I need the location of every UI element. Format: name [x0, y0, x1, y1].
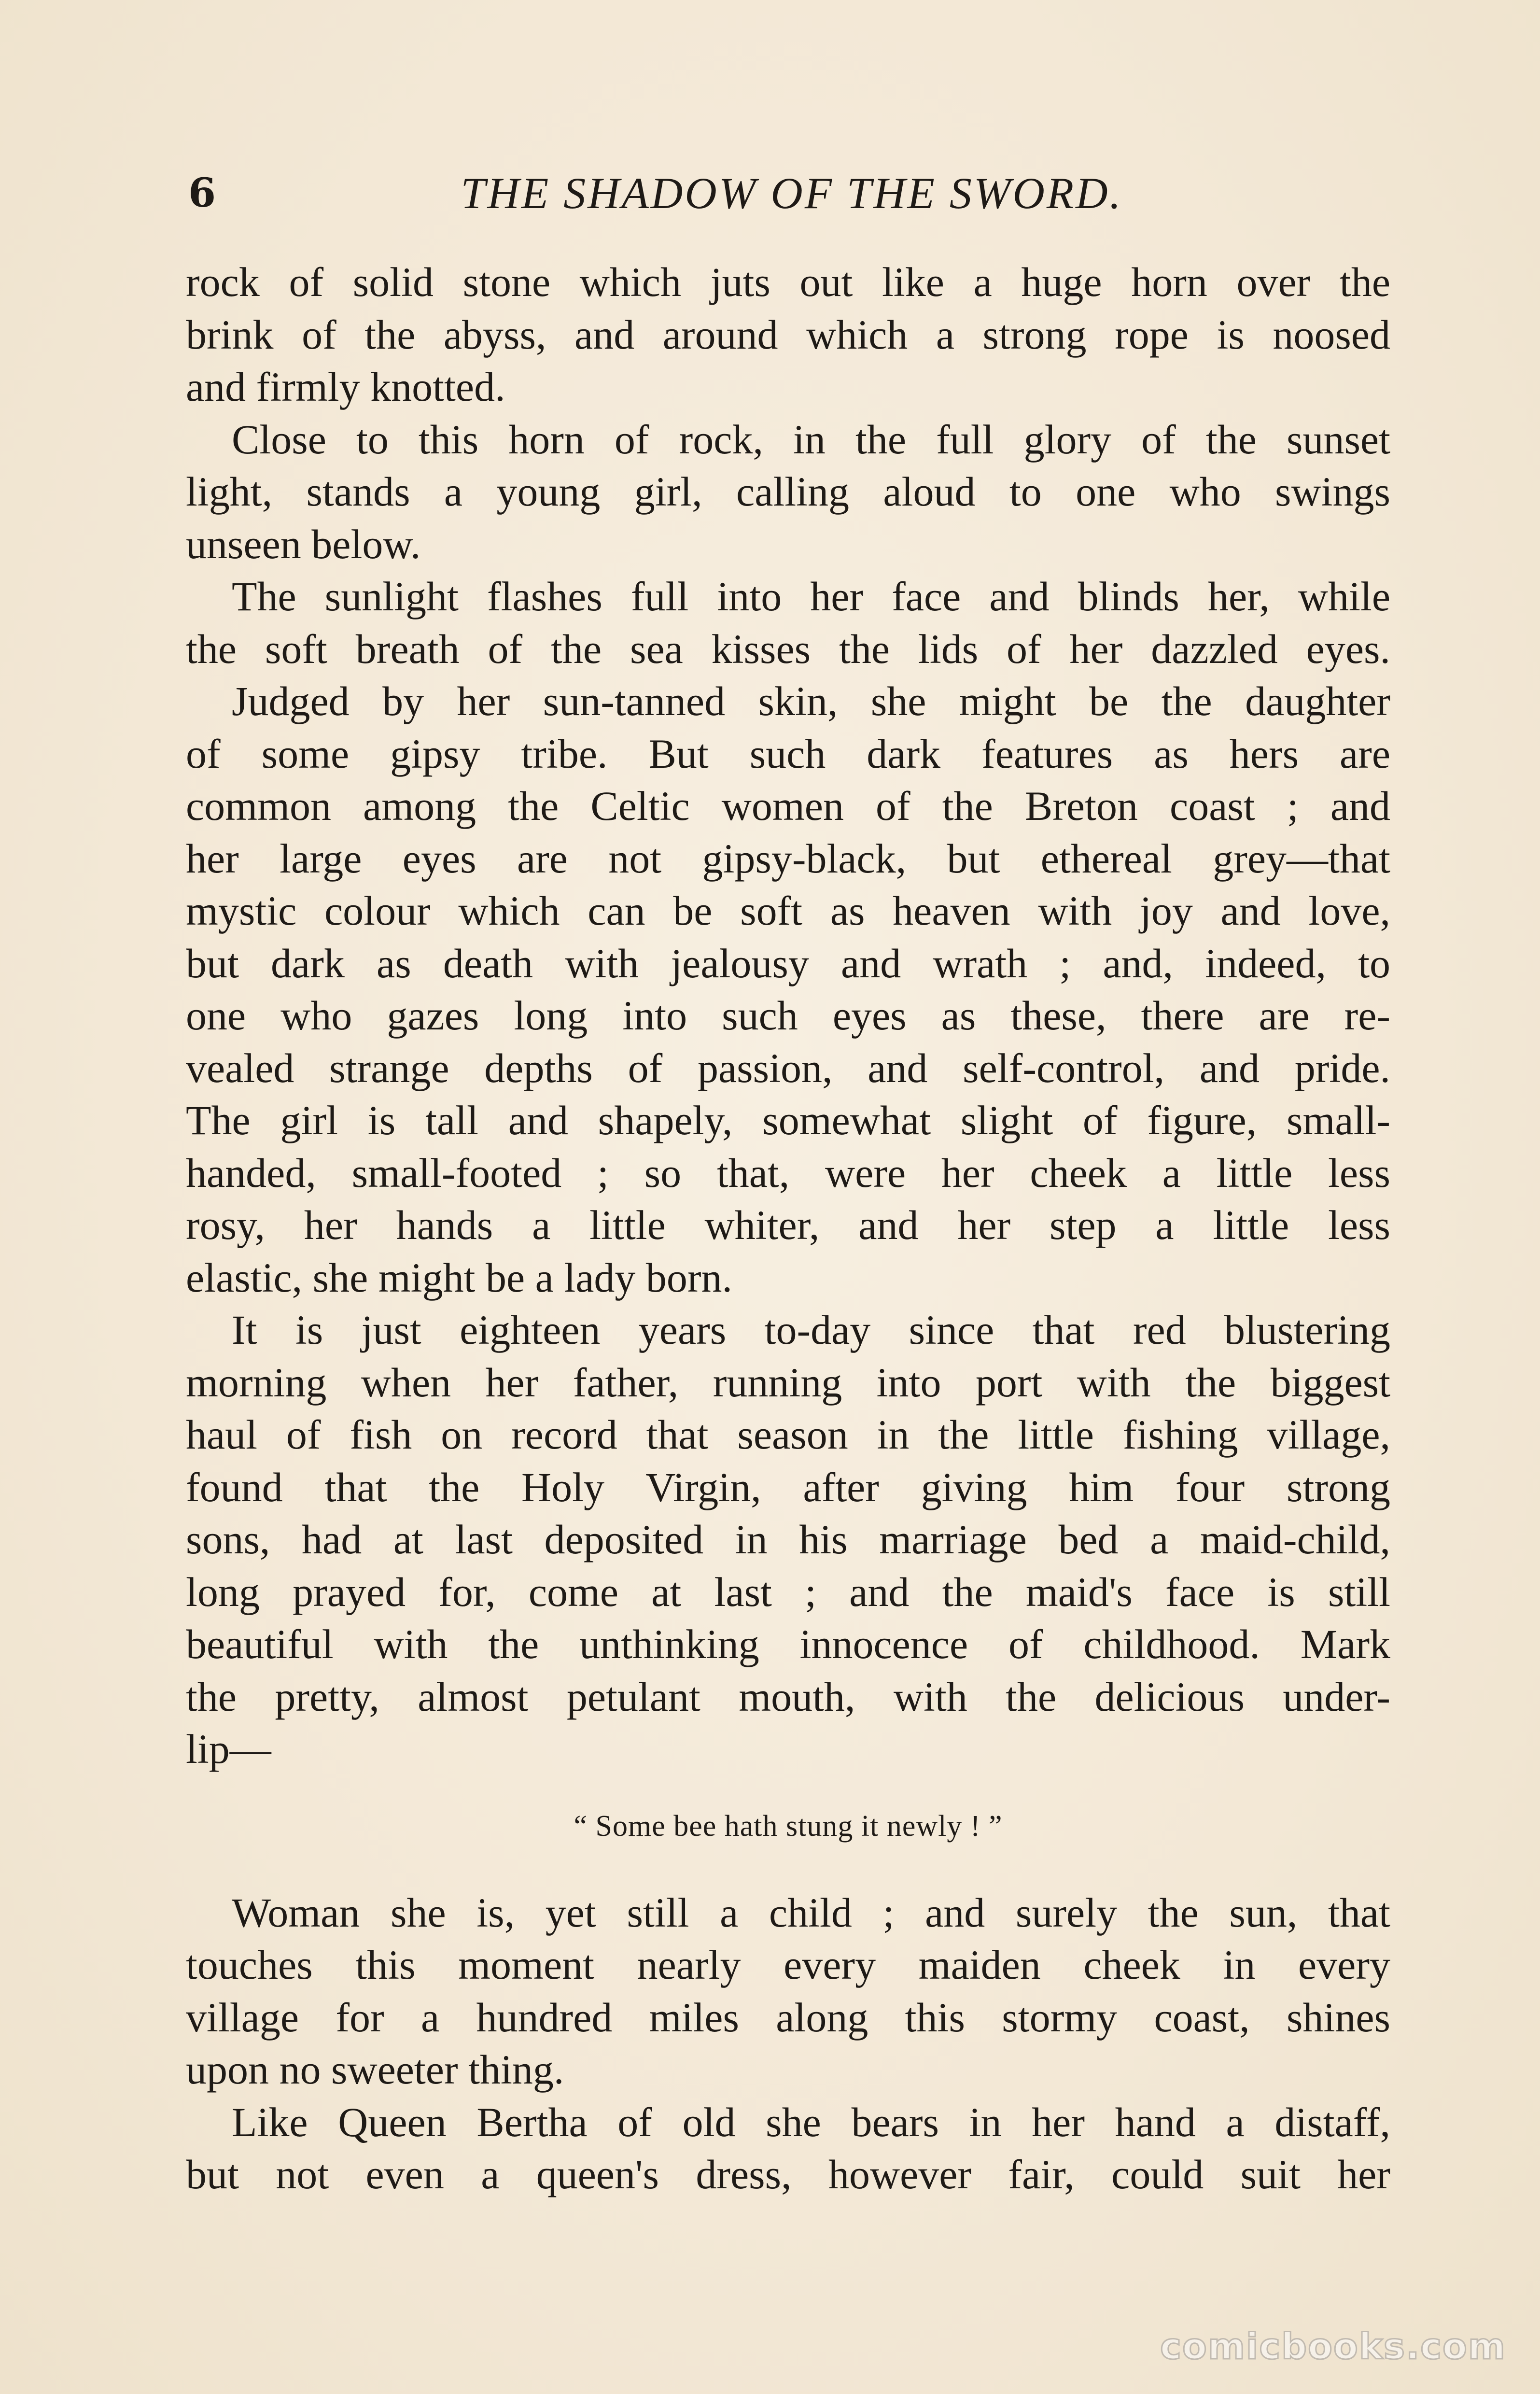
paragraph-6: [186, 1887, 1390, 2096]
text-line: Close to this horn of rock, in the full glory of the sunset: [232, 416, 1390, 463]
text-line: common among the Celtic women of the Breton coast ; and: [186, 783, 1390, 829]
text-line: Woman she is, yet still a child ; and surely the sun, that: [232, 1889, 1390, 1936]
text-line: unseen below.: [186, 521, 421, 567]
text-line: of some gipsy tribe. But such dark features as hers are: [186, 730, 1390, 777]
text-line: haul of fish on record that season in the little fishing village,: [186, 1411, 1390, 1458]
text-line: rosy, her hands a little whiter, and her step a little less: [186, 1202, 1390, 1248]
text-line: but dark as death with jealousy and wrath ; and, indeed, to: [186, 940, 1390, 986]
text-line: village for a hundred miles along this stormy coast, shines: [186, 1994, 1390, 2041]
text-line: mystic colour which can be soft as heaven with joy and love,: [186, 887, 1390, 934]
paragraph-7: [186, 2096, 1390, 2201]
paragraph-3: [186, 570, 1390, 675]
text-line: vealed strange depths of passion, and self-control, and pride.: [186, 1044, 1390, 1091]
paragraph-4: [186, 675, 1390, 1304]
text-line: and firmly knotted.: [186, 364, 505, 410]
paragraph-2: [186, 413, 1390, 571]
page-header: [188, 159, 1395, 227]
text-line: handed, small-footed ; so that, were her cheek a little less: [186, 1149, 1390, 1196]
running-head: THE SHADOW OF THE SWORD.: [461, 169, 1123, 218]
text-line: her large eyes are not gipsy-black, but ethereal grey—that: [186, 835, 1390, 882]
text-line: but not even a queen's dress, however fair, could suit her: [186, 2151, 1390, 2197]
body-text: [186, 256, 1390, 2201]
text-line: found that the Holy Virgin, after giving him four strong: [186, 1464, 1390, 1510]
page-number: 6: [188, 170, 216, 216]
watermark-logo: comicbooks.com: [1160, 2326, 1506, 2367]
paragraph-5: [186, 1304, 1390, 1775]
text-line: upon no sweeter thing.: [186, 2046, 564, 2093]
text-line: Judged by her sun-tanned skin, she might be the daughter: [232, 678, 1390, 724]
text-line: light, stands a young girl, calling aloud to one who swings: [186, 468, 1390, 515]
text-line: the soft breath of the sea kisses the lids of her dazzled eyes.: [186, 625, 1390, 672]
text-line: long prayed for, come at last ; and the maid's face is still: [186, 1568, 1390, 1615]
text-line: elastic, she might be a lady born.: [186, 1254, 733, 1301]
text-line: brink of the abyss, and around which a strong rope is noosed: [186, 311, 1390, 358]
text-line: beautiful with the unthinking innocence of childhood. Mark: [186, 1621, 1390, 1667]
text-line: Like Queen Bertha of old she bears in her hand a distaff,: [232, 2098, 1390, 2145]
text-line: The girl is tall and shapely, somewhat slight of figure, small-: [186, 1097, 1390, 1143]
block-quote: “ Some bee hath stung it newly ! ”: [574, 1809, 1003, 1843]
paragraph-1: [186, 256, 1390, 413]
text-line: rock of solid stone which juts out like a huge horn over the: [186, 259, 1390, 305]
text-line: lip—: [186, 1726, 271, 1772]
text-line: It is just eighteen years to-day since that red blustering: [232, 1307, 1390, 1353]
text-line: the pretty, almost petulant mouth, with the delicious under-: [186, 1673, 1390, 1720]
text-line: The sunlight flashes full into her face and blinds her, while: [232, 573, 1390, 620]
text-line: sons, had at last deposited in his marriage bed a maid-child,: [186, 1516, 1390, 1563]
text-line: touches this moment nearly every maiden cheek in every: [186, 1942, 1390, 1988]
text-line: one who gazes long into such eyes as these, there are re-: [186, 992, 1390, 1039]
text-line: morning when her father, running into port with the biggest: [186, 1359, 1390, 1406]
